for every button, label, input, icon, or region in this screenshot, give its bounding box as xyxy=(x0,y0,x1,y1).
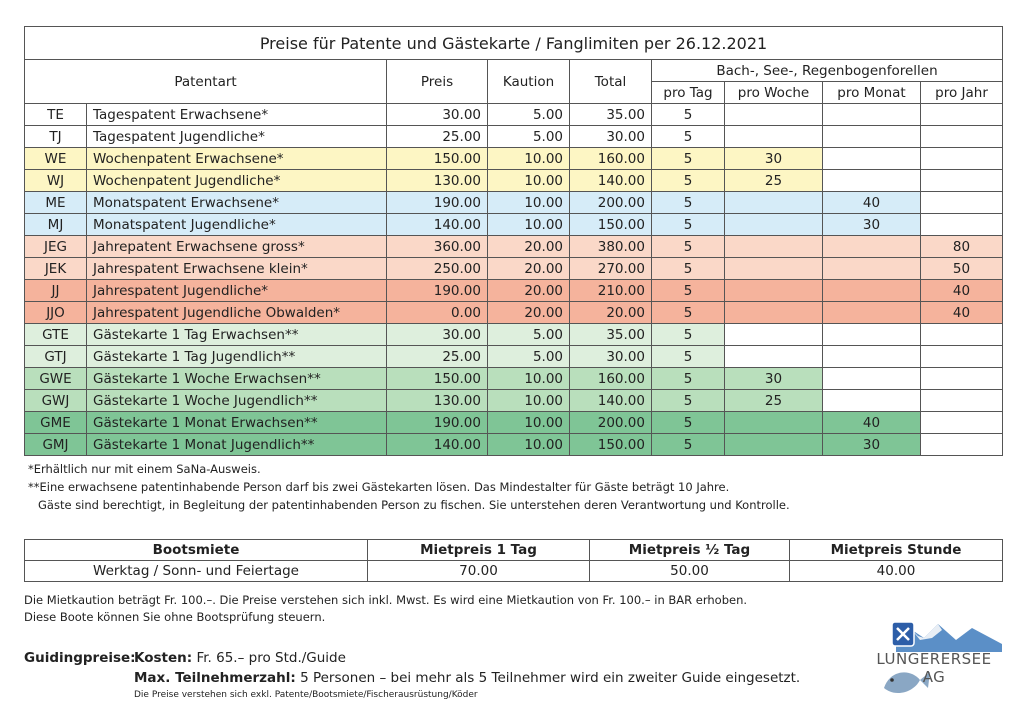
footnote-2: **Eine erwachsene patentinhabende Person darf bis zwei Gästekarten lösen. Das Mindestalter für Gäste beträgt 10 Jahre. xyxy=(28,480,730,494)
row-pro-tag: 5 xyxy=(652,104,725,126)
row-pro-jahr xyxy=(921,192,1003,214)
row-pro-jahr xyxy=(921,434,1003,456)
header-total: Total xyxy=(570,60,652,104)
row-pro-jahr xyxy=(921,368,1003,390)
row-total: 200.00 xyxy=(570,412,652,434)
row-name: Gästekarte 1 Monat Jugendlich** xyxy=(87,434,387,456)
row-pro-tag: 5 xyxy=(652,412,725,434)
row-pro-jahr: 80 xyxy=(921,236,1003,258)
boat-rental-table xyxy=(24,539,1003,582)
table-row xyxy=(25,170,1003,192)
row-total: 140.00 xyxy=(570,170,652,192)
header-pro-tag: pro Tag xyxy=(652,82,725,104)
row-pro-jahr xyxy=(921,104,1003,126)
footnote-1: *Erhältlich nur mit einem SaNa-Ausweis. xyxy=(28,462,261,476)
row-pro-monat xyxy=(823,104,921,126)
row-kaution: 20.00 xyxy=(488,258,570,280)
footnote-3: Gäste sind berechtigt, in Begleitung der patentinhabenden Person zu fischen. Sie unterstehen deren Verantwortung und Kontrolle. xyxy=(38,498,790,512)
table-row xyxy=(25,434,1003,456)
row-preis: 250.00 xyxy=(387,258,488,280)
row-pro-woche xyxy=(725,346,823,368)
row-kaution: 10.00 xyxy=(488,192,570,214)
row-kaution: 5.00 xyxy=(488,126,570,148)
row-preis: 25.00 xyxy=(387,346,488,368)
row-pro-jahr: 50 xyxy=(921,258,1003,280)
row-pro-tag: 5 xyxy=(652,280,725,302)
row-pro-monat: 40 xyxy=(823,192,921,214)
row-code: JEK xyxy=(25,258,87,280)
footnotes xyxy=(28,460,790,514)
row-pro-tag: 5 xyxy=(652,170,725,192)
row-code: JJO xyxy=(25,302,87,324)
row-kaution: 10.00 xyxy=(488,434,570,456)
row-pro-tag: 5 xyxy=(652,192,725,214)
row-code: GTE xyxy=(25,324,87,346)
row-total: 35.00 xyxy=(570,104,652,126)
row-preis: 140.00 xyxy=(387,214,488,236)
row-pro-monat xyxy=(823,346,921,368)
row-pro-jahr xyxy=(921,346,1003,368)
boat-header-day: Mietpreis 1 Tag xyxy=(368,540,590,561)
table-row xyxy=(25,126,1003,148)
row-code: WJ xyxy=(25,170,87,192)
row-preis: 25.00 xyxy=(387,126,488,148)
boat-price-day: 70.00 xyxy=(368,561,590,582)
row-pro-jahr xyxy=(921,170,1003,192)
row-pro-woche: 25 xyxy=(725,390,823,412)
row-name: Gästekarte 1 Tag Jugendlich** xyxy=(87,346,387,368)
row-total: 200.00 xyxy=(570,192,652,214)
row-kaution: 5.00 xyxy=(488,346,570,368)
row-pro-woche: 25 xyxy=(725,170,823,192)
table-row xyxy=(25,236,1003,258)
row-pro-monat xyxy=(823,324,921,346)
row-code: TE xyxy=(25,104,87,126)
row-name: Tagespatent Erwachsene* xyxy=(87,104,387,126)
row-total: 30.00 xyxy=(570,126,652,148)
row-preis: 130.00 xyxy=(387,170,488,192)
row-pro-woche xyxy=(725,280,823,302)
row-pro-woche xyxy=(725,236,823,258)
guiding-label: Guidingpreise: xyxy=(24,650,136,666)
row-preis: 190.00 xyxy=(387,192,488,214)
row-total: 160.00 xyxy=(570,148,652,170)
row-code: ME xyxy=(25,192,87,214)
boat-row-label: Werktag / Sonn- und Feiertage xyxy=(25,561,368,582)
row-pro-jahr xyxy=(921,324,1003,346)
table-row xyxy=(25,324,1003,346)
row-pro-monat xyxy=(823,126,921,148)
row-kaution: 10.00 xyxy=(488,148,570,170)
row-pro-woche xyxy=(725,126,823,148)
row-name: Gästekarte 1 Woche Erwachsen** xyxy=(87,368,387,390)
header-pro-jahr: pro Jahr xyxy=(921,82,1003,104)
table-row xyxy=(25,390,1003,412)
row-preis: 150.00 xyxy=(387,368,488,390)
row-kaution: 20.00 xyxy=(488,236,570,258)
row-code: GME xyxy=(25,412,87,434)
guiding-max: 5 Personen – bei mehr als 5 Teilnehmer wird ein zweiter Guide eingesetzt. xyxy=(300,670,801,686)
price-table xyxy=(24,26,1003,456)
row-total: 150.00 xyxy=(570,214,652,236)
row-preis: 190.00 xyxy=(387,280,488,302)
row-pro-tag: 5 xyxy=(652,368,725,390)
guiding-prices xyxy=(24,648,800,702)
row-name: Jahrespatent Jugendliche* xyxy=(87,280,387,302)
row-pro-woche: 30 xyxy=(725,368,823,390)
row-kaution: 10.00 xyxy=(488,390,570,412)
boat-info-1: Die Mietkaution beträgt Fr. 100.–. Die Preise verstehen sich inkl. Mwst. Es wird eine Mietkaution von Fr. 100.– in BAR erhoben. xyxy=(24,593,748,607)
row-pro-tag: 5 xyxy=(652,390,725,412)
row-kaution: 10.00 xyxy=(488,412,570,434)
table-row xyxy=(25,346,1003,368)
row-code: MJ xyxy=(25,214,87,236)
row-total: 30.00 xyxy=(570,346,652,368)
table-row xyxy=(25,368,1003,390)
row-kaution: 20.00 xyxy=(488,280,570,302)
row-kaution: 5.00 xyxy=(488,104,570,126)
row-pro-jahr xyxy=(921,148,1003,170)
row-kaution: 20.00 xyxy=(488,302,570,324)
row-total: 210.00 xyxy=(570,280,652,302)
row-total: 160.00 xyxy=(570,368,652,390)
row-code: JJ xyxy=(25,280,87,302)
header-kaution: Kaution xyxy=(488,60,570,104)
row-pro-monat xyxy=(823,170,921,192)
row-pro-woche xyxy=(725,258,823,280)
logo xyxy=(866,618,1002,710)
row-pro-jahr: 40 xyxy=(921,280,1003,302)
row-pro-woche xyxy=(725,104,823,126)
row-preis: 190.00 xyxy=(387,412,488,434)
row-pro-tag: 5 xyxy=(652,258,725,280)
row-name: Jahrespatent Jugendliche Obwalden* xyxy=(87,302,387,324)
table-row xyxy=(25,280,1003,302)
row-pro-tag: 5 xyxy=(652,126,725,148)
row-name: Jahrepatent Erwachsene gross* xyxy=(87,236,387,258)
row-name: Monatspatent Erwachsene* xyxy=(87,192,387,214)
row-kaution: 10.00 xyxy=(488,368,570,390)
row-pro-monat xyxy=(823,390,921,412)
row-preis: 360.00 xyxy=(387,236,488,258)
row-code: GTJ xyxy=(25,346,87,368)
row-pro-woche xyxy=(725,412,823,434)
logo-text: LUNGERERSEE AG xyxy=(876,650,992,686)
row-code: JEG xyxy=(25,236,87,258)
row-preis: 130.00 xyxy=(387,390,488,412)
row-code: TJ xyxy=(25,126,87,148)
row-kaution: 5.00 xyxy=(488,324,570,346)
table-row xyxy=(25,412,1003,434)
row-pro-tag: 5 xyxy=(652,434,725,456)
row-preis: 0.00 xyxy=(387,302,488,324)
header-pro-woche: pro Woche xyxy=(725,82,823,104)
row-pro-tag: 5 xyxy=(652,324,725,346)
row-preis: 140.00 xyxy=(387,434,488,456)
header-pro-monat: pro Monat xyxy=(823,82,921,104)
row-name: Monatspatent Jugendliche* xyxy=(87,214,387,236)
row-pro-woche xyxy=(725,214,823,236)
row-pro-jahr xyxy=(921,126,1003,148)
row-kaution: 10.00 xyxy=(488,214,570,236)
row-total: 150.00 xyxy=(570,434,652,456)
row-pro-monat: 40 xyxy=(823,412,921,434)
row-pro-monat xyxy=(823,258,921,280)
row-pro-monat xyxy=(823,368,921,390)
table-row xyxy=(25,214,1003,236)
row-preis: 150.00 xyxy=(387,148,488,170)
row-pro-monat xyxy=(823,148,921,170)
page-title: Preise für Patente und Gästekarte / Fanglimiten per 26.12.2021 xyxy=(25,27,1003,60)
row-pro-monat xyxy=(823,280,921,302)
row-preis: 30.00 xyxy=(387,324,488,346)
header-patentart: Patentart xyxy=(25,60,387,104)
row-pro-jahr xyxy=(921,412,1003,434)
header-fish-group: Bach-, See-, Regenbogenforellen xyxy=(652,60,1003,82)
header-preis: Preis xyxy=(387,60,488,104)
row-code: GWJ xyxy=(25,390,87,412)
price-table-body xyxy=(25,104,1003,456)
row-name: Wochenpatent Erwachsene* xyxy=(87,148,387,170)
row-name: Wochenpatent Jugendliche* xyxy=(87,170,387,192)
row-pro-jahr: 40 xyxy=(921,302,1003,324)
guiding-disclaimer: Die Preise verstehen sich exkl. Patente/Bootsmiete/Fischerausrüstung/Köder xyxy=(134,690,478,700)
row-name: Tagespatent Jugendliche* xyxy=(87,126,387,148)
row-code: GWE xyxy=(25,368,87,390)
row-pro-tag: 5 xyxy=(652,346,725,368)
row-name: Gästekarte 1 Woche Jugendlich** xyxy=(87,390,387,412)
row-pro-woche xyxy=(725,192,823,214)
boat-info-2: Diese Boote können Sie ohne Bootsprüfung steuern. xyxy=(24,610,326,624)
row-preis: 30.00 xyxy=(387,104,488,126)
row-code: GMJ xyxy=(25,434,87,456)
row-pro-jahr xyxy=(921,390,1003,412)
row-pro-monat: 30 xyxy=(823,214,921,236)
row-pro-tag: 5 xyxy=(652,214,725,236)
guiding-kosten: Fr. 65.– pro Std./Guide xyxy=(196,650,346,666)
row-code: WE xyxy=(25,148,87,170)
row-pro-jahr xyxy=(921,214,1003,236)
row-pro-tag: 5 xyxy=(652,302,725,324)
table-row xyxy=(25,148,1003,170)
guiding-kosten-label: Kosten: xyxy=(134,650,193,666)
row-name: Jahrespatent Erwachsene klein* xyxy=(87,258,387,280)
table-row xyxy=(25,104,1003,126)
guiding-max-label: Max. Teilnehmerzahl: xyxy=(134,670,296,686)
row-pro-woche xyxy=(725,324,823,346)
row-pro-woche xyxy=(725,302,823,324)
row-name: Gästekarte 1 Monat Erwachsen** xyxy=(87,412,387,434)
row-total: 35.00 xyxy=(570,324,652,346)
boat-price-halfday: 50.00 xyxy=(590,561,790,582)
row-total: 380.00 xyxy=(570,236,652,258)
row-total: 140.00 xyxy=(570,390,652,412)
row-total: 270.00 xyxy=(570,258,652,280)
row-pro-woche: 30 xyxy=(725,148,823,170)
boat-info xyxy=(24,592,747,626)
table-row xyxy=(25,192,1003,214)
row-name: Gästekarte 1 Tag Erwachsen** xyxy=(87,324,387,346)
row-kaution: 10.00 xyxy=(488,170,570,192)
row-pro-tag: 5 xyxy=(652,236,725,258)
boat-header-rental: Bootsmiete xyxy=(25,540,368,561)
boat-header-halfday: Mietpreis ½ Tag xyxy=(590,540,790,561)
table-row xyxy=(25,258,1003,280)
row-pro-tag: 5 xyxy=(652,148,725,170)
row-pro-monat: 30 xyxy=(823,434,921,456)
boat-header-hour: Mietpreis Stunde xyxy=(790,540,1003,561)
table-row xyxy=(25,302,1003,324)
boat-price-hour: 40.00 xyxy=(790,561,1003,582)
row-pro-monat xyxy=(823,236,921,258)
row-pro-monat xyxy=(823,302,921,324)
row-pro-woche xyxy=(725,434,823,456)
row-total: 20.00 xyxy=(570,302,652,324)
